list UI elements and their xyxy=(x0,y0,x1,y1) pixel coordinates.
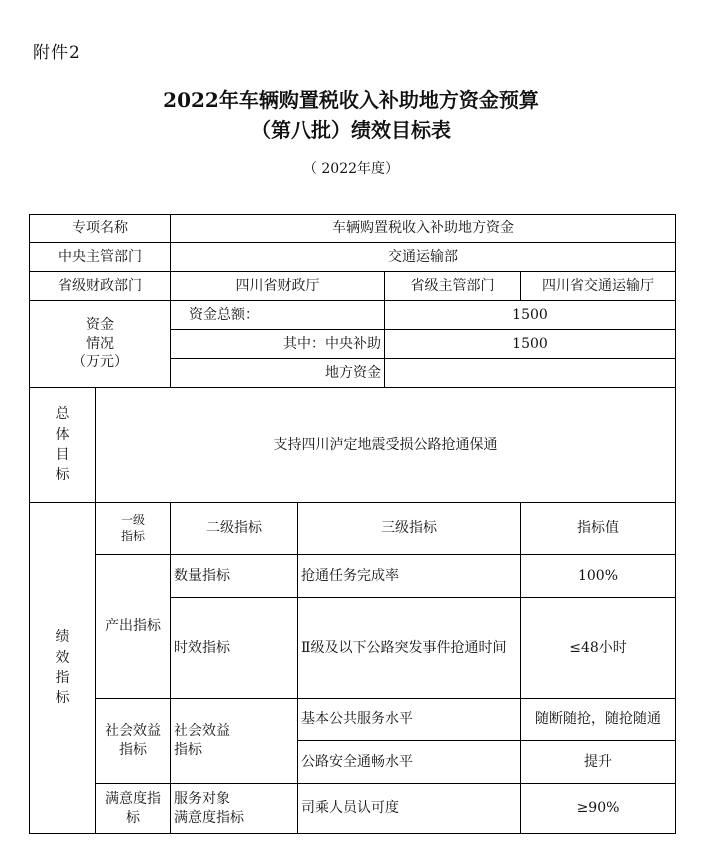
road-safety-value: 提升 xyxy=(521,741,676,784)
social-benefit-level2 xyxy=(171,699,298,784)
satisfaction-label-line2: 标 xyxy=(126,809,140,826)
fund-total-label: 资金总额： xyxy=(171,301,385,330)
overall-goal-label xyxy=(30,388,96,503)
goal-char: 标 xyxy=(55,467,70,484)
prov-finance-value: 四川省财政厅 xyxy=(171,272,385,301)
public-service-level: 基本公共服务水平 xyxy=(298,699,521,741)
table-row xyxy=(30,243,676,272)
social-benefit-level2-line2: 指标 xyxy=(174,742,202,758)
table-row xyxy=(30,555,676,598)
indicator-char: 指 xyxy=(55,670,70,686)
col-header-level2: 二级指标 xyxy=(171,503,298,555)
fund-local-value xyxy=(385,359,676,388)
timeliness-indicator: 时效指标 xyxy=(171,598,298,699)
col-header-level1-line1: 一级 xyxy=(120,512,145,527)
indicator-char: 标 xyxy=(55,690,70,707)
prov-finance-label: 省级财政部门 xyxy=(30,272,171,301)
project-name-value: 车辆购置税收入补助地方资金 xyxy=(171,215,676,243)
satisfaction-level2 xyxy=(171,784,298,834)
table-row xyxy=(30,388,676,503)
fund-label-line1: 资金 xyxy=(86,316,114,333)
fund-local-label: 地方资金 xyxy=(171,359,385,388)
goal-char: 总 xyxy=(55,406,70,423)
satisfaction-level2-line1: 服务对象 xyxy=(174,790,230,807)
project-name-label: 专项名称 xyxy=(30,215,171,243)
table-row xyxy=(30,784,676,834)
table-row xyxy=(30,215,676,243)
satisfaction-level2-line2: 满意度指标 xyxy=(174,809,244,826)
fund-label-line3: （万元） xyxy=(72,354,128,371)
document-title-line2: （第八批）绩效目标表 xyxy=(251,118,451,142)
social-benefit-label-line1: 社会效益 xyxy=(105,723,161,740)
goal-char: 体 xyxy=(55,426,70,443)
col-header-level1 xyxy=(96,503,171,555)
satisfaction-label-line1: 满意度指 xyxy=(105,790,161,807)
passenger-recognition: 司乘人员认可度 xyxy=(298,784,521,834)
indicator-char: 效 xyxy=(55,649,70,666)
attachment-label: 附件2 xyxy=(33,43,81,63)
table-row xyxy=(30,699,676,741)
social-benefit-level2-line1: 社会效益 xyxy=(174,723,230,740)
emergency-rescue-time-value: ≤48小时 xyxy=(521,598,676,699)
table-row xyxy=(30,503,676,555)
social-benefit-label xyxy=(96,699,171,784)
prov-dept-label: 省级主管部门 xyxy=(385,272,521,301)
output-indicator-label: 产出指标 xyxy=(96,555,171,699)
fund-label xyxy=(30,301,171,388)
quantity-indicator: 数量指标 xyxy=(171,555,298,598)
central-dept-value: 交通运输部 xyxy=(171,243,676,272)
col-header-value: 指标值 xyxy=(521,503,676,555)
fund-central-label: 其中：中央补助 xyxy=(171,330,385,359)
indicator-char: 绩 xyxy=(55,629,70,646)
central-dept-label: 中央主管部门 xyxy=(30,243,171,272)
fiscal-year: （ 2022年度） xyxy=(302,161,400,177)
road-safety-level: 公路安全通畅水平 xyxy=(298,741,521,784)
fund-central-value: 1500 xyxy=(385,330,676,359)
public-service-value: 随断随抢，随抢随通 xyxy=(521,699,676,741)
overall-goal-text: 支持四川泸定地震受损公路抢通保通 xyxy=(96,388,676,503)
rescue-completion-value: 100% xyxy=(521,555,676,598)
col-header-level3: 三级指标 xyxy=(298,503,521,555)
col-header-level1-line2: 指标 xyxy=(120,528,145,543)
performance-goal-table xyxy=(29,214,676,834)
document-title-line1: 2022年车辆购置税收入补助地方资金预算 xyxy=(163,88,539,112)
emergency-rescue-time: Ⅱ级及以下公路突发事件抢通时间 xyxy=(298,598,521,699)
table-row xyxy=(30,301,676,330)
social-benefit-label-line2: 指标 xyxy=(119,742,147,758)
fund-label-line2: 情况 xyxy=(86,335,114,352)
passenger-recognition-value: ≥90% xyxy=(521,784,676,834)
goal-char: 目 xyxy=(55,447,70,463)
fund-total-value: 1500 xyxy=(385,301,676,330)
table-row xyxy=(30,272,676,301)
rescue-completion-rate: 抢通任务完成率 xyxy=(298,555,521,598)
satisfaction-label xyxy=(96,784,171,834)
prov-dept-value: 四川省交通运输厅 xyxy=(521,272,676,301)
performance-indicators-label xyxy=(30,503,96,834)
